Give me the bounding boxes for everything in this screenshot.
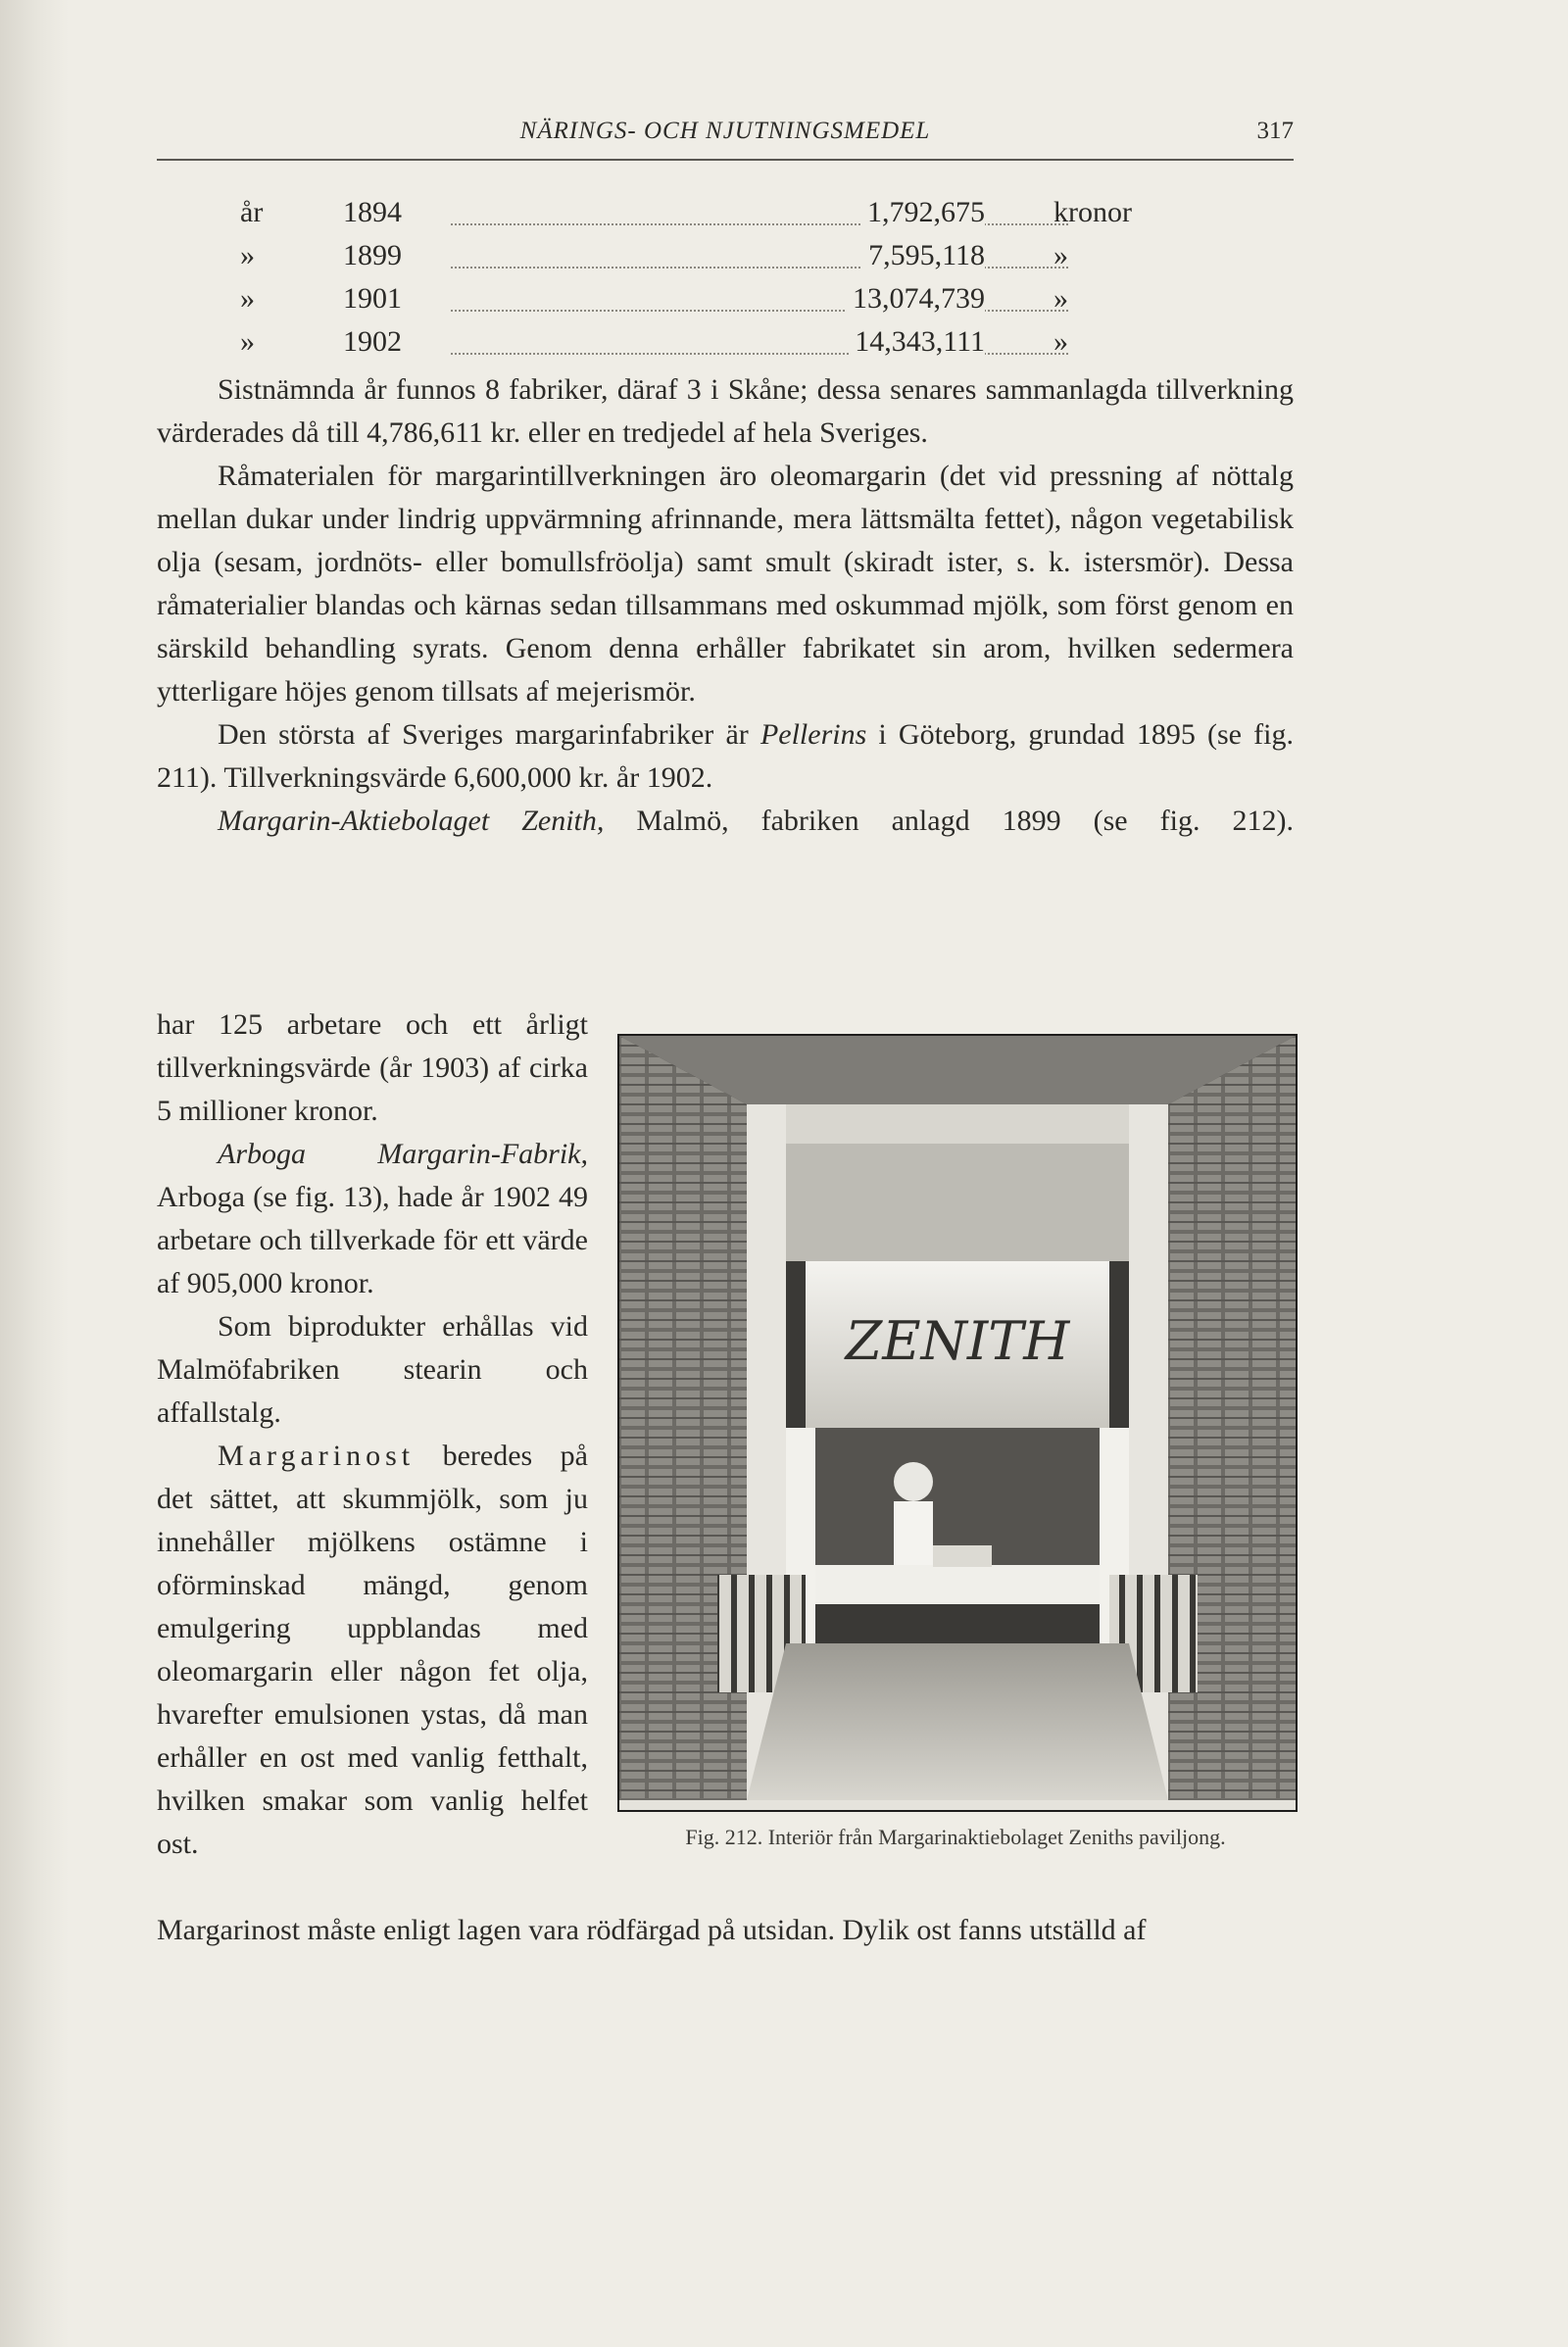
stat-row [240,239,1161,282]
stat-unit: » [1054,239,1068,271]
stat-year: 1902 [343,325,402,358]
spaced-term: Margarinost [218,1440,416,1472]
paragraph [157,800,1294,843]
stat-row [240,282,1161,325]
attendant-body [894,1501,933,1570]
stat-unit: » [1054,282,1068,315]
stat-row [240,196,1161,239]
paragraph-text: Den största af Sveriges margarinfabriker är Pellerins i Göteborg, grundad 1895 (se fig. 211). Tillverkningsvärde 6,600,000 kr. år 1902. [157,718,1294,794]
stat-row [240,325,1161,368]
company-name: Pellerins [760,718,867,751]
company-name: Margarin-Aktiebolaget Zenith, [218,805,605,837]
ceiling-lattice [747,1104,1168,1144]
body-text-left-column [157,1003,588,1866]
stat-year: 1899 [343,239,402,271]
figure-caption: Fig. 212. Interiör från Margarinaktiebolaget Zeniths paviljong. [685,1825,1226,1849]
paragraph: har 125 arbetare och ett årligt tillverkningsvärde (år 1903) af cirka 5 millioner kronor. [157,1008,588,1127]
paragraph-text: Arboga (se fig. 13), hade år 1902 49 arbetare och tillverkade för ett värde af 905,000 kronor. [157,1181,588,1299]
paragraph: Som biprodukter erhållas vid Malmöfabriken stearin och affallstalg. [157,1310,588,1429]
paragraph: Sistnämnda år funnos 8 fabriker, däraf 3 i Skåne; dessa senares sammanlagda tillverkning värderades då till 4,786,611 kr. eller en tredjedel af hela Sveriges. [157,373,1294,449]
zenith-sign: ZENITH [845,1310,1070,1372]
company-name: Arboga Margarin-Fabrik, [218,1138,588,1170]
body-text-top [157,368,1294,843]
right-wall-crates [1168,1036,1296,1810]
page-number: 317 [1256,118,1294,144]
paragraph [157,1133,588,1305]
figure-photo-pavilion-interior [617,1034,1298,1812]
left-wall-crates [619,1036,747,1810]
attendant-head [894,1462,933,1501]
counter [815,1565,1100,1604]
floor-edge [619,1800,1296,1810]
counter-goods [933,1545,992,1567]
stat-prefix: » [240,239,255,271]
stat-value: 7,595,118 [862,239,985,272]
paragraph-text: beredes på det sättet, att skummjölk, som ju innehåller mjölkens ostämne i oförminskad mängd, genom emulgering uppblandas med oleomargarin eller någon fet olja, hvarefter emulsionen ystas, då man erhåller en ost med vanlig fetthalt, hvilken smakar som vanlig helfet ost. [157,1440,588,1860]
running-title: NÄRINGS- OCH NJUTNINGSMEDEL [519,118,931,144]
running-head [157,116,1294,161]
page-spine-shadow [0,0,69,2347]
paragraph [157,1435,588,1866]
stat-year: 1894 [343,196,402,228]
body-text-bottom [157,1909,1294,1952]
stat-value: 1,792,675 [861,196,985,229]
paragraph: Råmaterialen för margarintillverkningen äro oleomargarin (det vid pressning af nöttalg mellan dukar under lindrig uppvärmning afrinnande, mera lättsmälta fettet), någon vegetabilisk olja (sesam, jordnöts- eller bomullsfröolja) samt smult (skiradt ister, s. k. istersmör). Dessa råmaterialier blandas och kärnas sedan tillsammans med oskummad mjölk, som först genom en särskild behandling syrats. Genom denna erhåller fabrikatet sin arom, hvilken sedermera ytterligare höjes genom tillsats af mejerismör. [157,460,1294,708]
stat-year: 1901 [343,282,402,315]
stat-prefix: » [240,325,255,358]
stat-prefix: » [240,282,255,315]
stat-value: 13,074,739 [847,282,985,316]
stat-value: 14,343,111 [849,325,985,359]
paragraph-text: Malmö, fabriken anlagd 1899 (se fig. 212). [636,805,1295,837]
upper-lattice [786,1144,1129,1261]
production-stats-table [240,196,1161,368]
pavilion-interior-illustration [619,1036,1296,1810]
paragraph [157,713,1294,800]
floor [747,1643,1168,1800]
stat-unit: » [1054,325,1068,358]
paragraph: Margarinost måste enligt lagen vara rödfärgad på utsidan. Dylik ost fanns utställd af [157,1914,1147,1946]
stat-prefix: år [240,196,264,228]
stat-unit: kronor [1054,196,1132,228]
